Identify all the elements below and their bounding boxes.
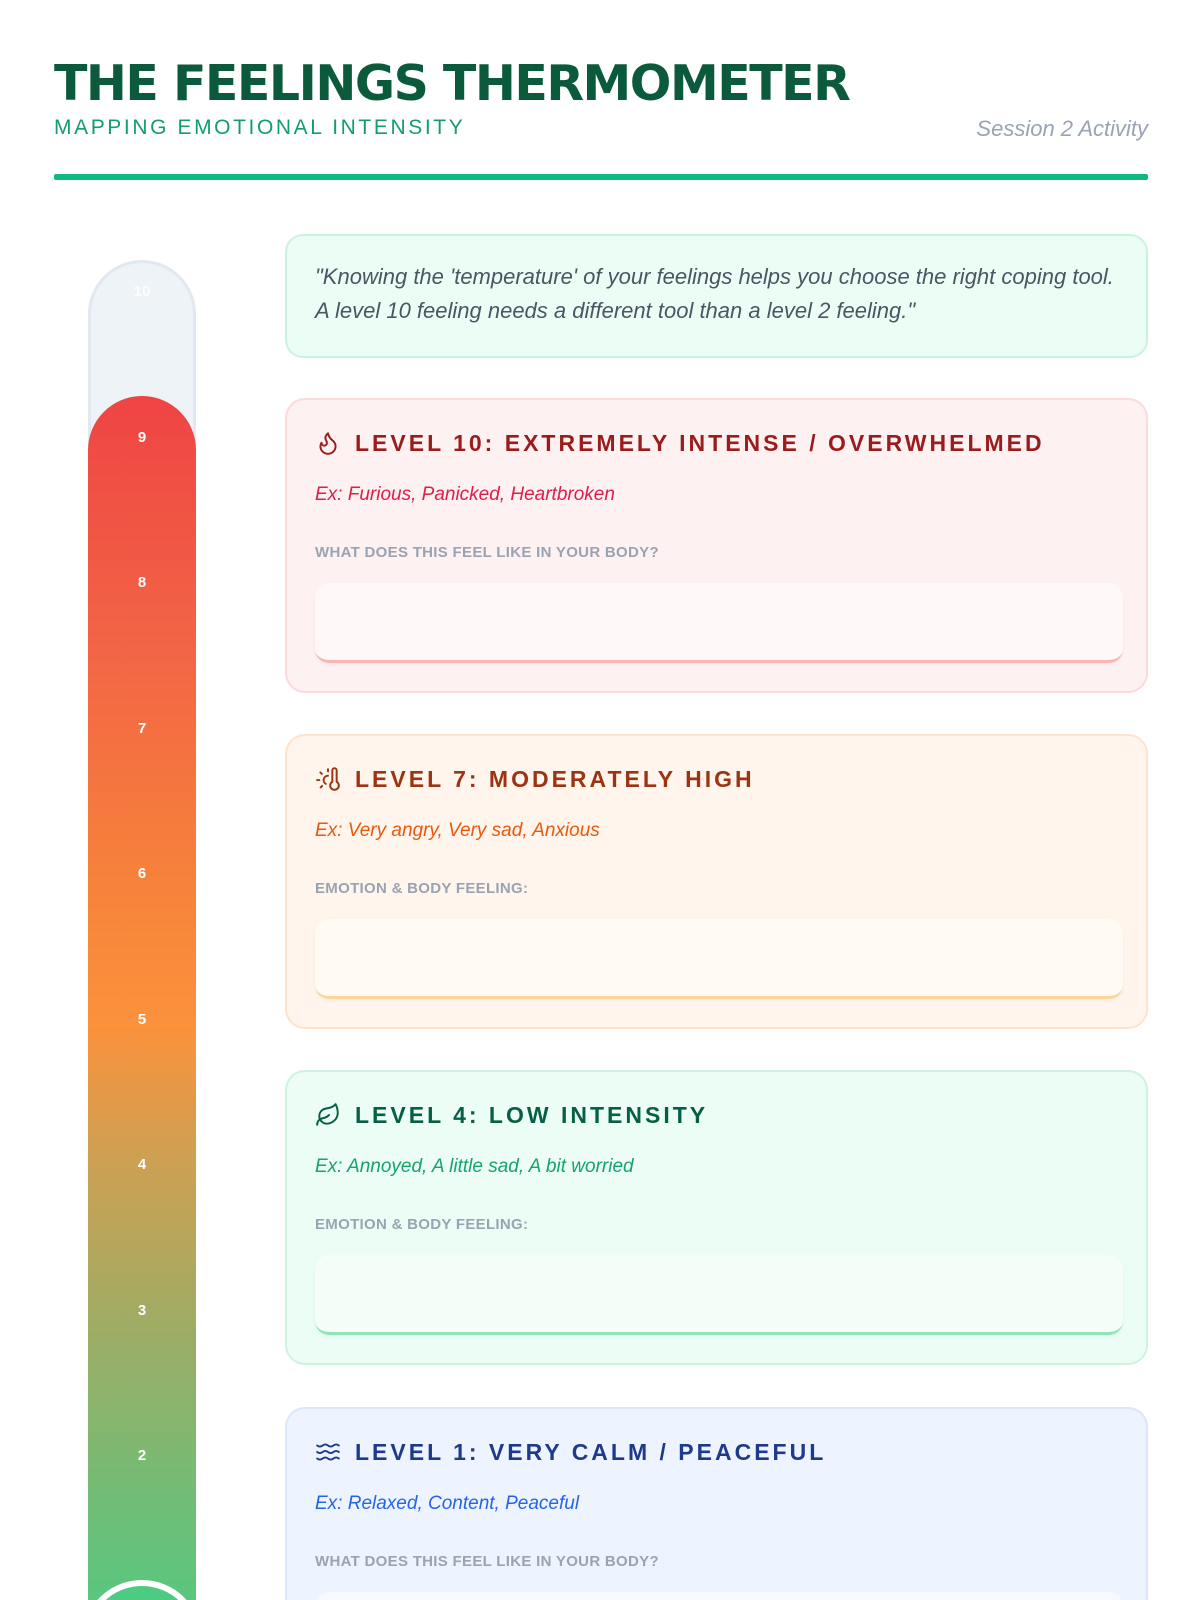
level-10-title: LEVEL 10: EXTREMELY INTENSE / OVERWHELMED — [355, 429, 1045, 456]
thermometer-tick-label: 4 — [137, 1156, 147, 1173]
level-4-card — [285, 1070, 1148, 1365]
thermometer-tick-label: 8 — [137, 574, 147, 591]
thermometer-tick-label: 3 — [137, 1301, 147, 1319]
level-4-examples: Ex: Annoyed, A little sad, A bit worried — [315, 1156, 634, 1177]
thermometer — [88, 260, 196, 1600]
thermometer-tick-label: 2 — [137, 1447, 147, 1464]
level-1-prompt: WHAT DOES THIS FEEL LIKE IN YOUR BODY? — [315, 1553, 659, 1570]
intro-quote-card — [285, 234, 1148, 358]
thermometer-tick-label: 5 — [137, 1010, 147, 1028]
thermometer-tick-label: 7 — [137, 719, 147, 737]
thermometer-tick-label: 10 — [133, 283, 151, 300]
thermometer-sun-icon — [315, 766, 341, 792]
flame-icon — [315, 430, 341, 456]
header-divider — [54, 174, 1148, 180]
level-7-title: LEVEL 7: MODERATELY HIGH — [355, 765, 755, 792]
level-7-answer-field[interactable] — [315, 919, 1123, 999]
page-subtitle: MAPPING EMOTIONAL INTENSITY — [54, 116, 466, 139]
page-header — [54, 56, 1148, 140]
level-7-card — [285, 734, 1148, 1029]
level-1-card — [285, 1407, 1148, 1600]
level-7-prompt: EMOTION & BODY FEELING: — [315, 880, 529, 897]
page-title: THE FEELINGS THERMOMETER — [54, 55, 850, 112]
level-10-prompt: WHAT DOES THIS FEEL LIKE IN YOUR BODY? — [315, 544, 659, 561]
level-1-title: LEVEL 1: VERY CALM / PEACEFUL — [355, 1438, 827, 1465]
session-label: Session 2 Activity — [976, 116, 1148, 141]
level-1-answer-field[interactable] — [315, 1592, 1123, 1600]
level-4-prompt: EMOTION & BODY FEELING: — [315, 1216, 529, 1233]
level-1-examples: Ex: Relaxed, Content, Peaceful — [315, 1493, 580, 1514]
thermometer-tick-label: 9 — [137, 428, 147, 446]
level-10-examples: Ex: Furious, Panicked, Heartbroken — [315, 484, 615, 505]
level-4-title: LEVEL 4: LOW INTENSITY — [355, 1101, 709, 1128]
level-4-answer-field[interactable] — [315, 1255, 1123, 1335]
level-7-examples: Ex: Very angry, Very sad, Anxious — [315, 820, 600, 841]
level-10-card — [285, 398, 1148, 693]
thermometer-tick-label: 6 — [137, 865, 147, 882]
level-10-answer-field[interactable] — [315, 583, 1123, 663]
waves-icon — [315, 1439, 341, 1465]
leaf-icon — [315, 1102, 341, 1128]
intro-quote: "Knowing the 'temperature' of your feelings helps you choose the right coping tool. A level 10 feeling needs a different tool than a level 2 feeling." — [315, 264, 1114, 323]
